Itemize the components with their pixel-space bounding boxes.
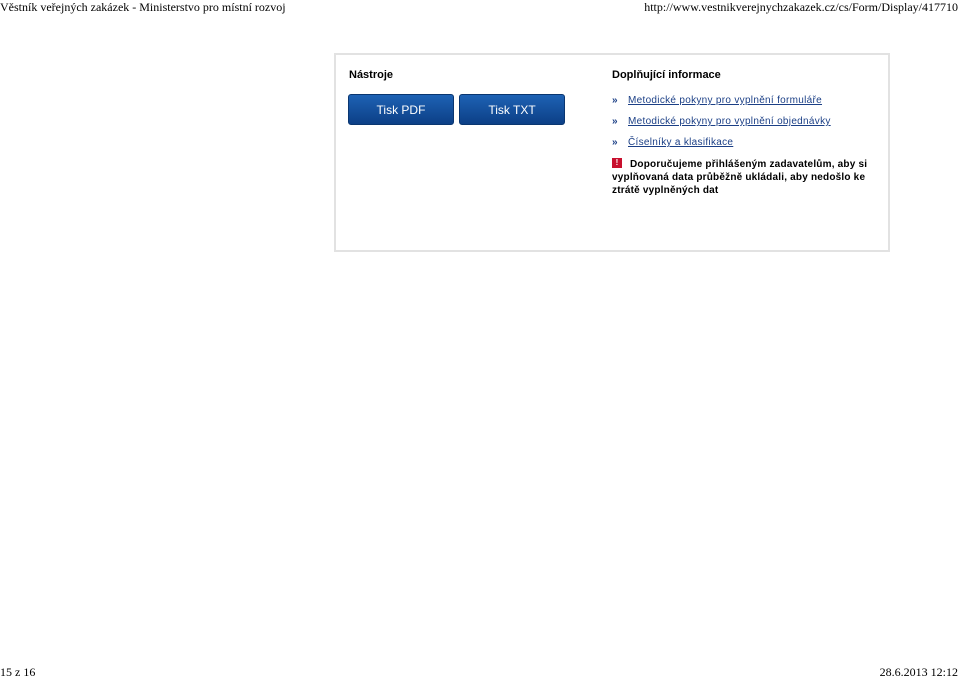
print-footer-page: 15 z 16	[0, 665, 36, 676]
double-chevron-icon: »	[612, 95, 617, 106]
tools-info-panel	[334, 53, 890, 252]
double-chevron-icon: »	[612, 137, 617, 148]
print-pdf-button[interactable]: Tisk PDF	[348, 94, 454, 125]
info-heading: Doplňující informace	[612, 69, 721, 81]
print-txt-button[interactable]: Tisk TXT	[459, 94, 565, 125]
link-form-guidelines[interactable]: Metodické pokyny pro vyplnění formuláře	[628, 95, 823, 106]
warning-icon: !	[612, 158, 622, 168]
save-warning	[612, 158, 874, 197]
warning-text: Doporučujeme přihlášeným zadavatelům, aby si vyplňovaná data průběžně ukládali, aby nedošlo ke ztrátě vyplněných dat	[612, 159, 868, 196]
print-header-url: http://www.vestnikverejnychzakazek.cz/cs/Form/Display/417710	[644, 0, 958, 14]
print-header-title: Věstník veřejných zakázek - Ministerstvo pro místní rozvoj	[0, 0, 286, 14]
double-chevron-icon: »	[612, 116, 617, 127]
tools-heading: Nástroje	[349, 69, 394, 81]
link-codelists[interactable]: Číselníky a klasifikace	[628, 137, 734, 148]
link-order-guidelines[interactable]: Metodické pokyny pro vyplnění objednávky	[628, 116, 831, 127]
print-footer-datetime: 28.6.2013 12:12	[879, 665, 958, 676]
